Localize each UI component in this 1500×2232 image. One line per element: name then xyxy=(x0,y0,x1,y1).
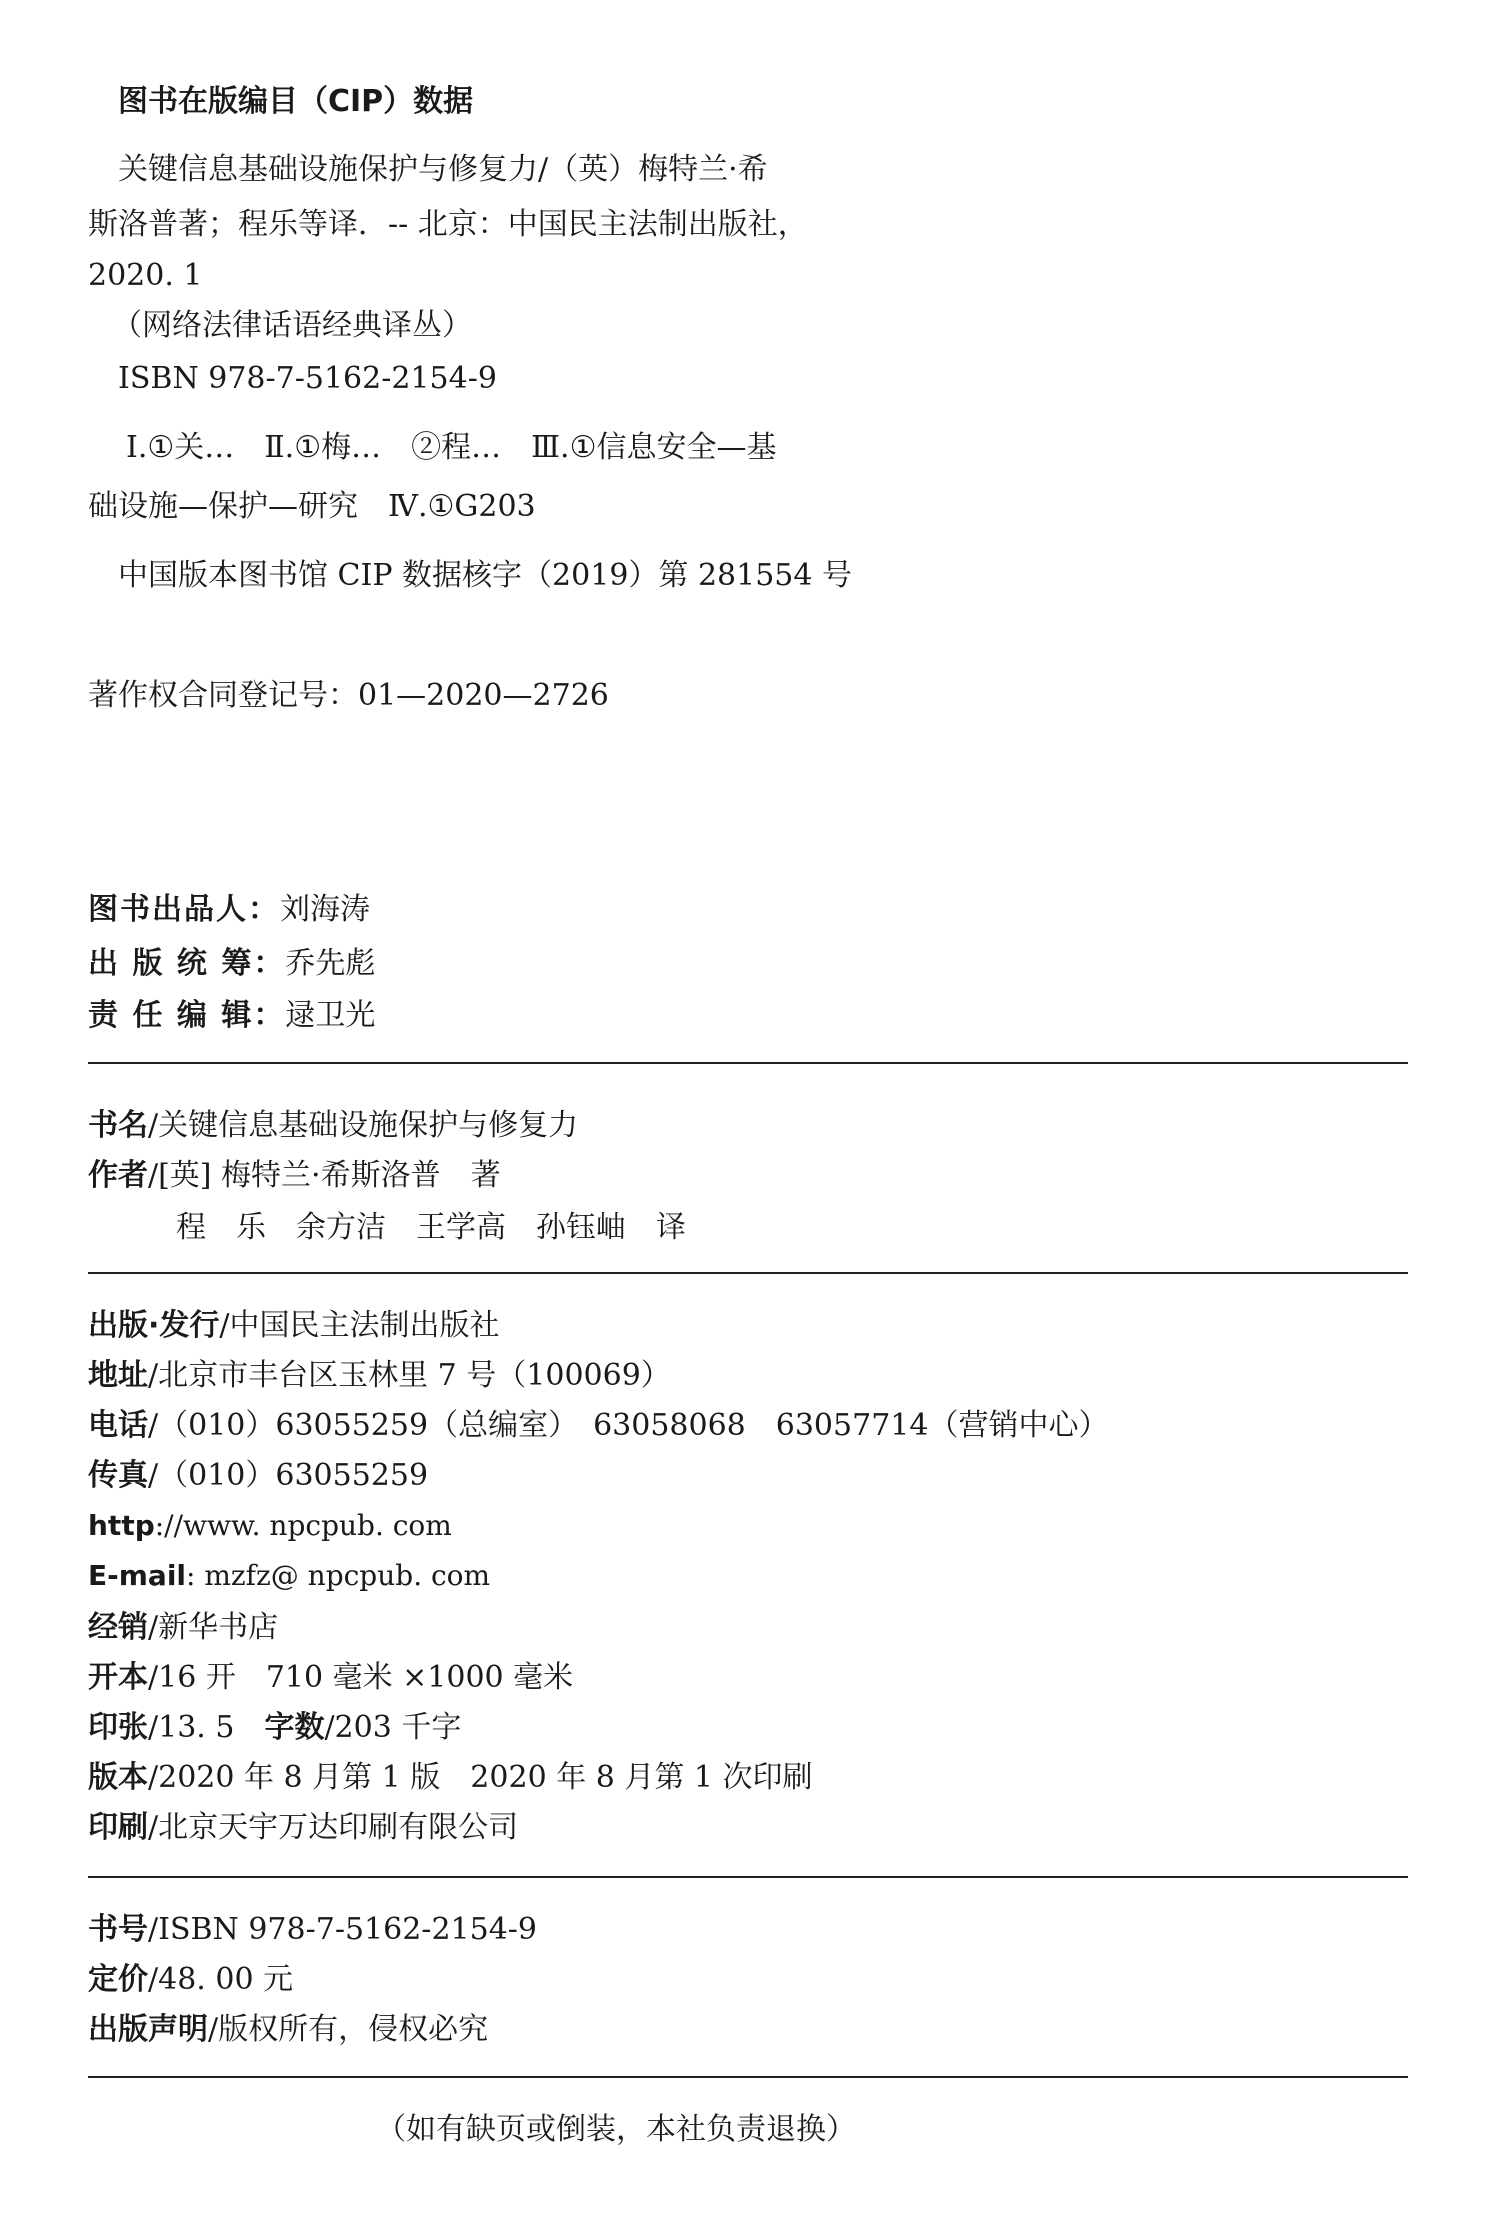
cip-line-3: 2020. 1 xyxy=(88,258,203,293)
printer-value: /北京天宇万达印刷有限公司 xyxy=(148,1810,519,1845)
distributor-label: 经销 xyxy=(88,1610,148,1645)
book-author xyxy=(88,1156,501,1196)
cip-line-1: 关键信息基础设施保护与修复力/（英）梅特兰·希 xyxy=(118,152,768,187)
cip-line-2: 斯洛普著；程乐等译．-- 北京：中国民主法制出版社， xyxy=(88,207,808,242)
address xyxy=(88,1356,671,1396)
sheets-words xyxy=(88,1708,461,1748)
publisher xyxy=(88,1306,500,1346)
sheets-value: /13. 5 xyxy=(148,1710,265,1745)
distributor xyxy=(88,1608,278,1648)
phone-label: 电话 xyxy=(88,1408,148,1443)
notice-value: /版权所有，侵权必究 xyxy=(208,2012,489,2047)
book-title-value: /关键信息基础设施保护与修复力 xyxy=(148,1108,579,1143)
format xyxy=(88,1658,573,1698)
cip-isbn: ISBN 978-7-5162-2154-9 xyxy=(118,361,497,396)
phone-value: /（010）63055259（总编室） 63058068 63057714（营销中心） xyxy=(148,1408,1109,1443)
credit-editor xyxy=(88,996,375,1036)
price xyxy=(88,1960,293,2000)
book-translators: 程 乐 余方洁 王学高 孙钰岫 译 xyxy=(176,1210,686,1245)
website-link[interactable]: ://www. npcpub. com xyxy=(154,1509,452,1542)
credit-producer-label: 图书出品人： xyxy=(88,892,280,927)
cip-series: （网络法律话语经典译丛） xyxy=(112,308,472,343)
credit-producer-value: 刘海涛 xyxy=(280,892,370,927)
publisher-value: /中国民主法制出版社 xyxy=(219,1308,500,1343)
credit-editor-label: 责 任 编 辑： xyxy=(88,998,286,1033)
book-number-label: 书号 xyxy=(88,1912,148,1947)
divider xyxy=(88,1062,1408,1064)
edition-value: /2020 年 8 月第 1 版 2020 年 8 月第 1 次印刷 xyxy=(148,1760,813,1795)
distributor-value: /新华书店 xyxy=(148,1610,279,1645)
words-label: 字数 xyxy=(264,1710,325,1745)
credit-producer xyxy=(88,890,370,930)
words-value: /203 千字 xyxy=(324,1710,462,1745)
sheets-label: 印张 xyxy=(88,1710,148,1745)
credit-coordinator xyxy=(88,944,375,984)
divider xyxy=(88,1876,1408,1878)
publisher-label: 出版·发行 xyxy=(88,1308,220,1343)
book-title xyxy=(88,1106,578,1146)
format-label: 开本 xyxy=(88,1660,148,1695)
cip-class-1: Ⅰ.①关… Ⅱ.①梅… ②程… Ⅲ.①信息安全—基 xyxy=(126,430,777,465)
book-author-value: /[英] 梅特兰·希斯洛普 著 xyxy=(148,1158,501,1193)
website xyxy=(88,1506,452,1546)
book-number-value: /ISBN 978-7-5162-2154-9 xyxy=(148,1912,538,1947)
address-label: 地址 xyxy=(88,1358,148,1393)
notice-label: 出版声明 xyxy=(88,2012,208,2047)
edition-label: 版本 xyxy=(88,1760,148,1795)
publishing-notice xyxy=(88,2010,488,2050)
book-title-label: 书名 xyxy=(88,1108,148,1143)
divider xyxy=(88,1272,1408,1274)
cip-number: 中国版本图书馆 CIP 数据核字（2019）第 281554 号 xyxy=(118,558,853,593)
divider xyxy=(88,2076,1408,2078)
address-value: /北京市丰台区玉林里 7 号（100069） xyxy=(148,1358,671,1393)
credit-coordinator-value: 乔先彪 xyxy=(285,946,376,981)
website-label: http xyxy=(88,1509,155,1542)
printer xyxy=(88,1808,518,1848)
cip-heading: 图书在版编目（CIP）数据 xyxy=(118,84,474,119)
fax-value: /（010）63055259 xyxy=(148,1458,429,1493)
email-link[interactable]: : mzfz@ npcpub. com xyxy=(186,1559,491,1592)
fax xyxy=(88,1456,428,1496)
email-label: E-mail xyxy=(88,1559,187,1592)
edition xyxy=(88,1758,813,1798)
footer-notice: （如有缺页或倒装，本社负责退换） xyxy=(376,2112,856,2147)
book-number xyxy=(88,1910,537,1950)
cip-class-2: 础设施—保护—研究 Ⅳ.①G203 xyxy=(88,489,536,524)
format-value: /16 开 710 毫米 ×1000 毫米 xyxy=(148,1660,574,1695)
price-value: /48. 00 元 xyxy=(148,1962,294,1997)
copyright-registration: 著作权合同登记号：01—2020—2726 xyxy=(88,678,609,713)
phone xyxy=(88,1406,1108,1446)
printer-label: 印刷 xyxy=(88,1810,148,1845)
price-label: 定价 xyxy=(88,1962,148,1997)
credit-editor-value: 逯卫光 xyxy=(285,998,376,1033)
credit-coordinator-label: 出 版 统 筹： xyxy=(88,946,286,981)
fax-label: 传真 xyxy=(88,1458,148,1493)
email xyxy=(88,1556,490,1596)
book-author-label: 作者 xyxy=(88,1158,148,1193)
